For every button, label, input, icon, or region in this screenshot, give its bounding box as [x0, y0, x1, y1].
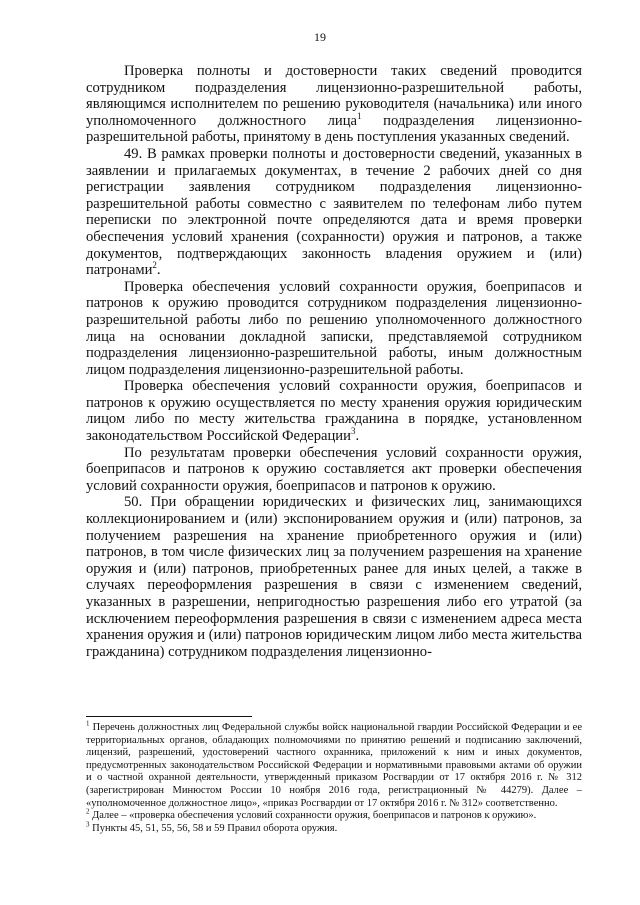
- footnote-text: Далее – «проверка обеспечения условий сохранности оружия, боеприпасов и патронов к оружию».: [89, 810, 537, 822]
- paragraph-text: 50. При обращении юридических и физических лиц, занимающихся коллекционированием и (или) экспонированием оружия и (или) патронов, за получением разрешения на хранение приобретенного оружия и (или) патронов, в том числе физических лиц за получением разрешения на хранение оружия и (или) патронов, приобретенных ранее для иных целей, а также в случаях переоформления разрешения в связи с изменением сведений, указанных в разрешении, непригодностью разрешения либо его утратой (за исключением переоформления разрешения в связи с изменением адреса места хранения оружия и (или) патронов юридическим лицом либо места жительства гражданина) сотрудником подразделения лицензионно-: [86, 494, 582, 660]
- footnote: [86, 807, 582, 823]
- footnote-number: 3: [86, 820, 90, 829]
- paragraph: [86, 279, 582, 379]
- footnote-number: 1: [86, 719, 90, 728]
- footnote-text: Перечень должностных лиц Федеральной службы войск национальной гвардии Российской Федерации и ее территориальных органов, обладающих полномочиями по принятию решений и подписанию заключений, лицензий, разрешений, удостоверений частного охранника, приложений к ним и иных документов, предусмотренных законодательством Российской Федерации и нормативными правовыми актами об оружии и о частной охранной деятельности, утвержденный приказом Росгвардии от 17 октября 2016 г. № 312 (зарегистрирован Минюстом России 10 ноября 2016 года, регистрационный № 44279). Далее – «уполномоченное должностное лицо», «приказ Росгвардии от 17 октября 2016 г. № 312» соответственно.: [86, 722, 582, 809]
- paragraph: [86, 378, 582, 444]
- paragraph-text: 49. В рамках проверки полноты и достоверности сведений, указанных в заявлении и прилагаемых документах, в течение 2 рабочих дней со дня регистрации заявления сотрудником подразделения лицензионно-разрешительной работы совместно с заявителем по телефонам либо путем переписки по электронной почте определяются дата и время проверки обеспечения условий хранения (сохранности) оружия и патронов, а также документов, подтверждающих законность владения оружием и (или) патронами: [86, 145, 582, 279]
- paragraph-tail: подразделения лицензионно-разрешительной работы, принятому в день поступления указанных сведений.: [86, 112, 582, 146]
- footnote-ref: 1: [357, 110, 362, 121]
- page-number: 19: [314, 30, 326, 44]
- paragraph: [86, 63, 582, 146]
- footnote-separator: [86, 716, 252, 717]
- paragraph: [86, 146, 582, 279]
- footnote-ref: 2: [152, 260, 157, 271]
- footnote-ref: 3: [350, 426, 356, 437]
- footnote: [86, 820, 582, 836]
- footnote-text: Пункты 45, 51, 55, 56, 58 и 59 Правил оборота оружия.: [89, 822, 338, 834]
- paragraph-text: По результатам проверки обеспечения условий сохранности оружия, боеприпасов и патронов к оружию составляется акт проверки обеспечения условий сохранности оружия, боеприпасов и патронов к оружию.: [86, 444, 582, 494]
- footnotes: [86, 719, 582, 835]
- paragraph-text: Проверка обеспечения условий сохранности оружия, боеприпасов и патронов к оружию проводится сотрудником подразделения лицензионно-разрешительной работы либо по решению уполномоченного должностного лица на основании докладной записки, представляемой сотрудником подразделения лицензионно-разрешительной работы, иным должностным лицом подразделения лицензионно-разрешительной работы.: [86, 278, 582, 378]
- paragraph: [86, 445, 582, 495]
- body-text: [86, 63, 582, 660]
- paragraph-tail: .: [355, 428, 360, 445]
- paragraph: [86, 494, 582, 660]
- paragraph-text: Проверка полноты и достоверности таких сведений проводится сотрудником подразделения лицензионно-разрешительной работы, являющимся исполнителем по решению руководителя (начальника) или иного уполномоченного должностного лица: [86, 63, 582, 129]
- footnote-number: 2: [86, 807, 90, 816]
- paragraph-text: Проверка обеспечения условий сохранности оружия, боеприпасов и патронов к оружию осуществляется по месту хранения оружия юридическим лицом либо по месту жительства гражданина в порядке, установленном законодательством Российской Федерации: [86, 378, 582, 445]
- footnote: [86, 719, 582, 810]
- paragraph-tail: .: [156, 262, 161, 279]
